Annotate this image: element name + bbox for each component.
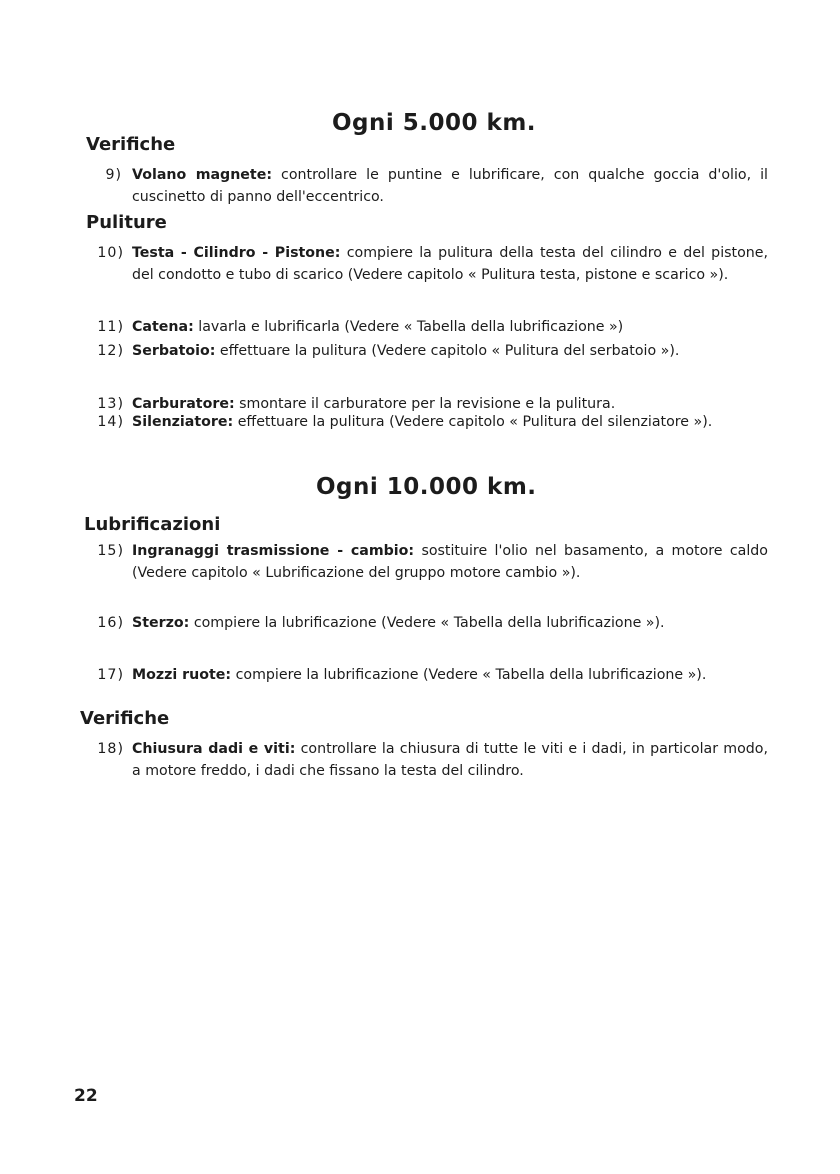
maintenance-item-11 bbox=[84, 316, 768, 338]
item-number: 14) bbox=[97, 414, 124, 430]
item-number: 12) bbox=[97, 343, 124, 359]
maintenance-item-14 bbox=[84, 411, 768, 433]
maintenance-item-10 bbox=[84, 242, 768, 286]
item-description: smontare il carburatore per la revisione e la pulitura. bbox=[239, 396, 616, 412]
item-text-block bbox=[132, 316, 768, 338]
item-label: Catena: bbox=[132, 319, 194, 335]
item-description: compiere la lubrificazione (Vedere « Tabella della lubrificazione »). bbox=[235, 667, 707, 683]
item-number: 10) bbox=[97, 245, 124, 261]
maintenance-item-18 bbox=[84, 738, 768, 782]
item-description: controllare le puntine e lubrificare, con qualche goccia d'olio, il cuscinetto di panno dell'eccentrico. bbox=[132, 167, 768, 205]
item-label: Chiusura dadi e viti: bbox=[132, 741, 296, 757]
item-text-block bbox=[132, 738, 768, 782]
maintenance-item-17 bbox=[84, 664, 768, 686]
item-description: effettuare la pulitura (Vedere capitolo « Pulitura del silenziatore »). bbox=[237, 414, 713, 430]
item-description: lavarla e lubrificarla (Vedere « Tabella della lubrificazione ») bbox=[198, 319, 624, 335]
item-label: Testa - Cilindro - Pistone: bbox=[132, 245, 341, 261]
item-number: 18) bbox=[97, 741, 124, 757]
item-number: 13) bbox=[97, 396, 124, 412]
heading-lubrificazioni: Lubrificazioni bbox=[84, 514, 221, 535]
item-label: Serbatoio: bbox=[132, 343, 216, 359]
item-text-block bbox=[132, 540, 768, 584]
item-label: Carburatore: bbox=[132, 396, 235, 412]
heading-verifiche: Verifiche bbox=[80, 708, 170, 729]
item-text-block bbox=[132, 612, 768, 634]
item-text-block bbox=[132, 164, 768, 208]
item-label: Mozzi ruote: bbox=[132, 667, 232, 683]
item-number: 11) bbox=[97, 319, 124, 335]
heading-puliture: Puliture bbox=[86, 212, 167, 233]
item-text-block bbox=[132, 340, 768, 362]
item-number: 9) bbox=[105, 167, 122, 183]
item-text-block bbox=[132, 242, 768, 286]
item-label: Volano magnete: bbox=[132, 167, 273, 183]
section-title-5000km: Ogni 5.000 km. bbox=[332, 110, 537, 136]
item-number: 17) bbox=[97, 667, 124, 683]
maintenance-item-16 bbox=[84, 612, 768, 634]
page-number: 22 bbox=[74, 1086, 98, 1106]
item-description: effettuare la pulitura (Vedere capitolo « Pulitura del serbatoio »). bbox=[219, 343, 680, 359]
heading-verifiche: Verifiche bbox=[86, 134, 176, 155]
maintenance-item-15 bbox=[84, 540, 768, 584]
item-description: compiere la lubrificazione (Vedere « Tabella della lubrificazione »). bbox=[193, 615, 665, 631]
item-label: Sterzo: bbox=[132, 615, 190, 631]
item-label: Ingranaggi trasmissione - cambio: bbox=[132, 543, 415, 559]
item-number: 16) bbox=[97, 615, 124, 631]
item-description: controllare la chiusura di tutte le viti e i dadi, in particolar modo, a motore freddo, i dadi che fissano la testa del cilindro. bbox=[132, 741, 768, 779]
item-text-block bbox=[132, 664, 768, 686]
item-label: Silenziatore: bbox=[132, 414, 234, 430]
section-title-10000km: Ogni 10.000 km. bbox=[316, 474, 537, 500]
maintenance-item-9 bbox=[62, 164, 768, 208]
maintenance-item-12 bbox=[84, 340, 768, 362]
item-number: 15) bbox=[97, 543, 124, 559]
item-description: compiere la pulitura della testa del cilindro e del pistone, del condotto e tubo di scarico (Vedere capitolo « Pulitura testa, pistone e scarico »). bbox=[132, 245, 768, 283]
item-text-block bbox=[132, 411, 768, 433]
item-description: sostituire l'olio nel basamento, a motore caldo (Vedere capitolo « Lubrificazione del gruppo motore cambio »). bbox=[132, 543, 768, 581]
